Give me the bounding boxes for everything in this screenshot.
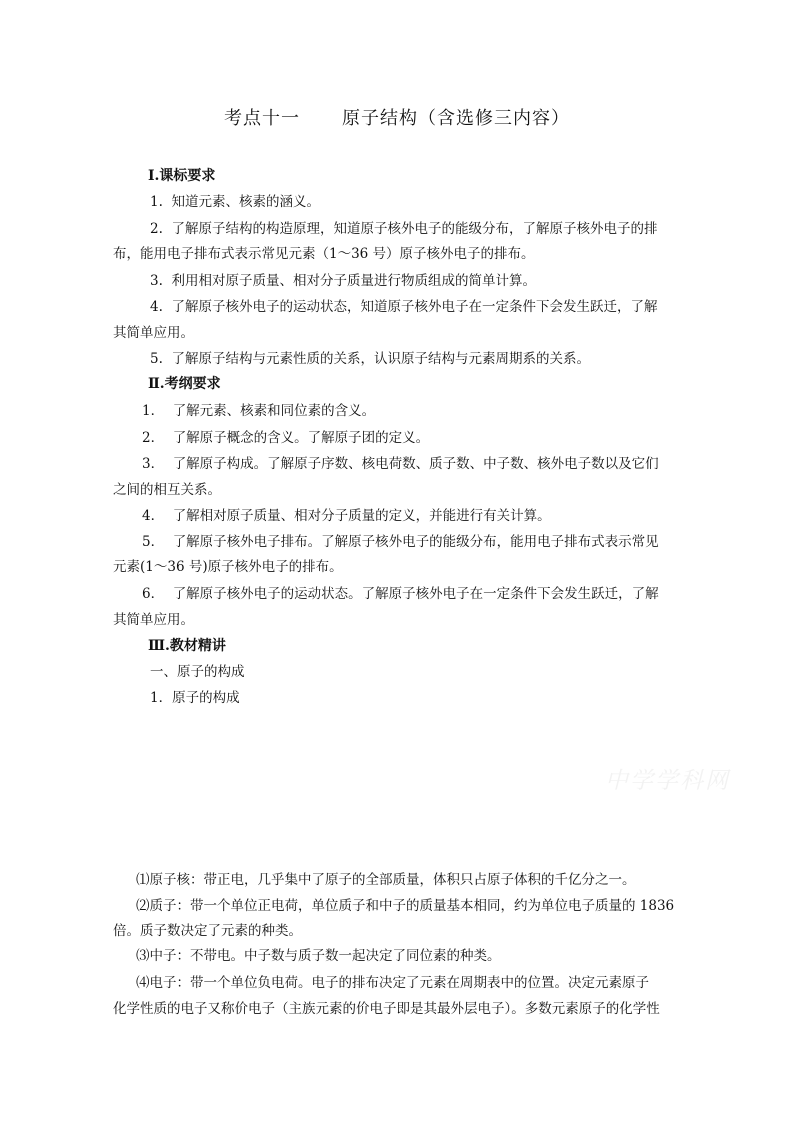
list-item: 2． 了解原子概念的含义。了解原子团的定义。 — [142, 430, 430, 446]
section-heading-syllabus: Ⅱ.考纲要求 — [148, 376, 221, 392]
list-item-continuation: 其简单应用。 — [113, 612, 194, 628]
list-item-continuation: 元素(1～36 号)原子核外电子的排布。 — [113, 559, 343, 575]
list-item-continuation: 布，能用电子排布式表示常见元素（1～36 号）原子核外电子的排布。 — [113, 246, 535, 262]
page-title — [0, 104, 794, 130]
list-item: 1． 了解元素、核素和同位素的含义。 — [142, 403, 376, 419]
paragraph-electron: ⑷电子：带一个单位负电荷。电子的排布决定了元素在周期表中的位置。决定元素原子 — [136, 975, 649, 991]
list-item-continuation: 其简单应用。 — [113, 325, 194, 341]
list-item: 5. 了解原子结构与元素性质的关系，认识原子结构与元素周期系的关系。 — [150, 351, 590, 367]
list-item: 1. 知道元素、核素的涵义。 — [150, 194, 320, 210]
subheading-atom-structure: 1．原子的构成 — [150, 690, 240, 706]
list-item: 6． 了解原子核外电子的运动状态。了解原子核外电子在一定条件下会发生跃迁，了解 — [142, 586, 659, 602]
list-item: 2. 了解原子结构的构造原理，知道原子核外电子的能级分布，了解原子核外电子的排 — [150, 221, 658, 237]
section-heading-textbook: Ⅲ.教材精讲 — [148, 638, 226, 654]
section-heading-curriculum: Ⅰ.课标要求 — [148, 168, 216, 184]
list-item: 3． 了解原子构成。了解原子序数、核电荷数、质子数、中子数、核外电子数以及它们 — [142, 456, 659, 472]
paragraph-continuation: 化学性质的电子又称价电子（主族元素的价电子即是其最外层电子）。多数元素原子的化学性 — [113, 1001, 660, 1017]
list-item: 4. 了解原子核外电子的运动状态，知道原子核外电子在一定条件下会发生跃迁，了解 — [150, 299, 658, 315]
watermark: 中学学科网 — [605, 768, 730, 794]
paragraph-continuation: 倍。质子数决定了元素的种类。 — [113, 923, 302, 939]
list-item: 4． 了解相对原子质量、相对分子质量的定义，并能进行有关计算。 — [142, 508, 551, 524]
paragraph-proton: ⑵质子：带一个单位正电荷，单位质子和中子的质量基本相同，约为单位电子质量的 1836 — [136, 898, 675, 914]
list-item: 3. 利用相对原子质量、相对分子质量进行物质组成的简单计算。 — [150, 273, 536, 289]
subheading-atom-composition: 一、原子的构成 — [150, 664, 245, 680]
title-left: 考点十一 — [224, 108, 300, 129]
paragraph-neutron: ⑶中子：不带电。中子数与质子数一起决定了同位素的种类。 — [136, 948, 501, 964]
list-item: 5． 了解原子核外电子排布。了解原子核外电子的能级分布，能用电子排布式表示常见 — [142, 534, 659, 550]
paragraph-nucleus: ⑴原子核：带正电，几乎集中了原子的全部质量，体积只占原子体积的千亿分之一。 — [136, 872, 636, 888]
title-right: 原子结构（含选修三内容） — [342, 108, 570, 129]
list-item-continuation: 之间的相互关系。 — [113, 482, 221, 498]
